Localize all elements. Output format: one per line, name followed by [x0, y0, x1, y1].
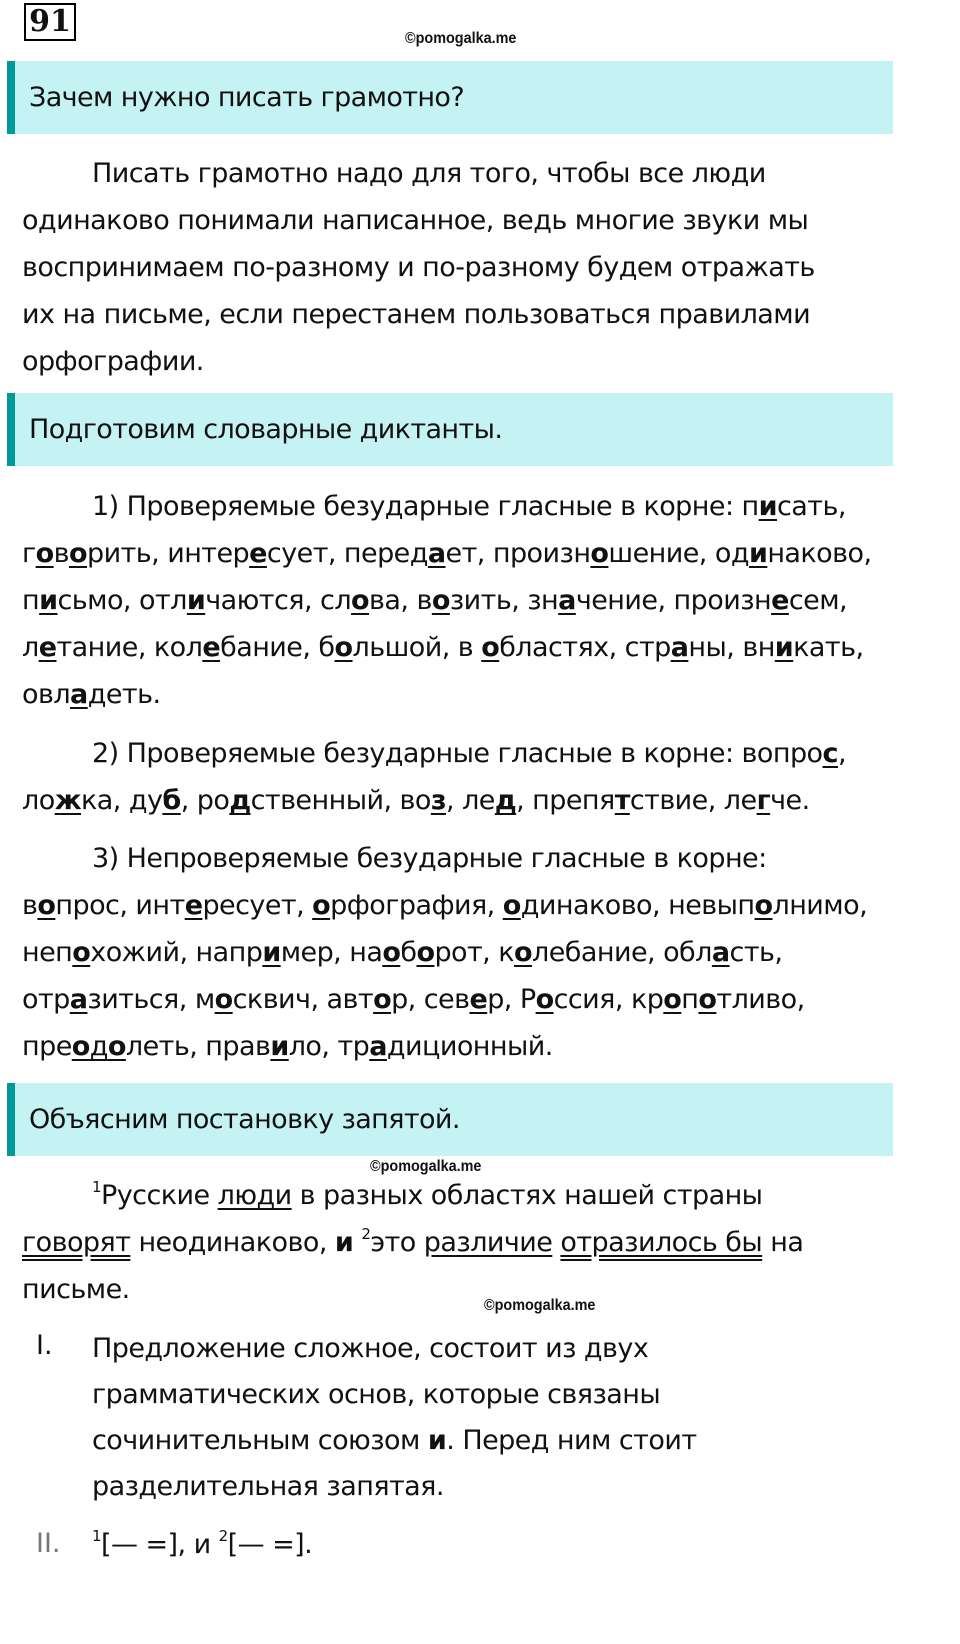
text-line: непохожий, например, наоборот, колебание, область,: [22, 937, 783, 968]
sentence-scheme: $^1$[— =], и $^2$[— =].: [92, 1527, 313, 1560]
section-heading-comma: [7, 1083, 893, 1156]
text-line: сочинительным союзом и. Перед ним стоит: [92, 1425, 697, 1456]
subject-2: различие: [423, 1227, 553, 1258]
text-line: 1) Проверяемые безударные гласные в корне: писать,: [92, 491, 846, 522]
predicate-1: говорят: [22, 1227, 131, 1258]
text-line: 2) Проверяемые безударные гласные в корне: вопрос,: [92, 738, 847, 769]
text-line: овладеть.: [22, 679, 161, 710]
text-line: летание, колебание, большой, в областях, страны, вникать,: [22, 632, 864, 663]
heading-text: Зачем нужно писать грамотно?: [29, 82, 465, 113]
text-line: вопрос, интересует, орфография, одинаково, невыполнимо,: [22, 890, 868, 921]
watermark: ©pomogalka.me: [370, 1158, 482, 1175]
dictation-1: [22, 483, 922, 718]
text-line: их на письме, если перестанем пользоваться правилами: [22, 299, 811, 330]
heading-text: Объясним постановку запятой.: [29, 1104, 460, 1135]
text-line: одинаково понимали написанное, ведь многие звуки мы: [22, 205, 809, 236]
heading-text: Подготовим словарные диктанты.: [29, 414, 503, 445]
text-line: письме.: [22, 1274, 130, 1305]
text-line: орфографии.: [22, 346, 204, 377]
dictation-intro: 1) Проверяемые безударные гласные в корне:: [92, 491, 742, 522]
text-line: Предложение сложное, состоит из двух: [92, 1333, 649, 1364]
text-line: говорить, интересует, передает, произношение, одинаково,: [22, 538, 872, 569]
paragraph-why: [22, 150, 922, 385]
exercise-number: 91: [24, 3, 76, 41]
list-marker: I.: [36, 1330, 53, 1361]
text-line: преодолеть, правило, традиционный.: [22, 1031, 553, 1062]
list-marker: II.: [36, 1528, 61, 1559]
subject-1: люди: [217, 1180, 292, 1211]
text-line: 3) Непроверяемые безударные гласные в корне:: [92, 843, 767, 874]
predicate-2: отразилось бы: [560, 1227, 763, 1258]
dictation-2: [22, 730, 922, 824]
text-line: ложка, дуб, родственный, воз, лед, препятствие, легче.: [22, 785, 810, 816]
text-line: грамматических основ, которые связаны: [92, 1379, 661, 1410]
conjunction: и: [334, 1227, 354, 1258]
watermark: ©pomogalka.me: [405, 30, 517, 47]
watermark: ©pomogalka.me: [484, 1297, 596, 1314]
dictation-3: [22, 835, 922, 1070]
text-line: отразиться, москвич, автор, север, Россия, кропотливо,: [22, 984, 805, 1015]
text-line: разделительная запятая.: [92, 1471, 444, 1502]
text-line: говорят неодинаково, и $^2$это различие отразилось бы на: [22, 1225, 804, 1258]
text-line: письмо, отличаются, слова, возить, значение, произнесем,: [22, 585, 848, 616]
text-line: Писать грамотно надо для того, чтобы все люди: [92, 158, 766, 189]
dictation-intro: 2) Проверяемые безударные гласные в корне:: [92, 738, 742, 769]
section-heading-dictation: [7, 393, 893, 466]
text-line: $^1$Русские люди в разных областях нашей страны: [92, 1178, 763, 1211]
text-line: воспринимаем по-разному и по-разному будем отражать: [22, 252, 815, 283]
section-heading-why: [7, 61, 893, 134]
example-sentence: [22, 1172, 922, 1313]
